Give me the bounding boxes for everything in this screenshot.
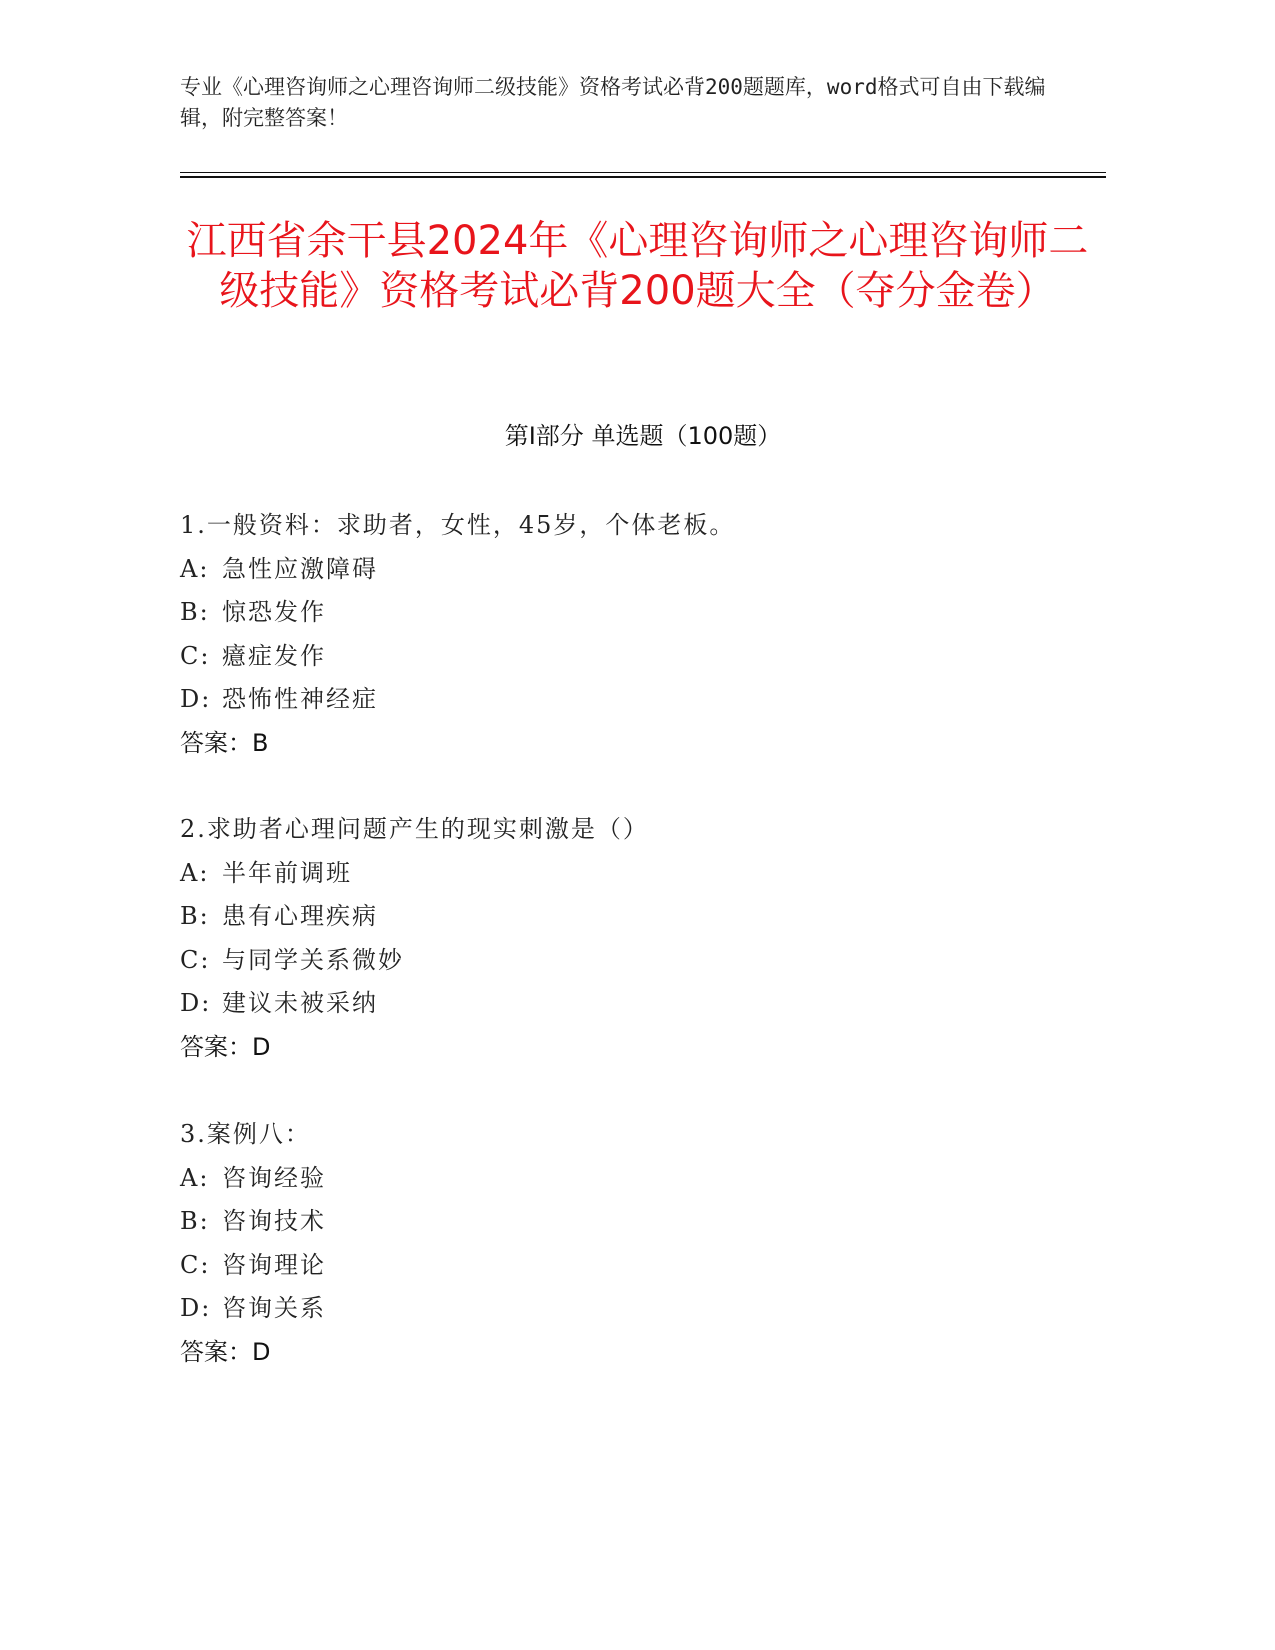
option-b	[180, 1200, 1080, 1244]
header-divider-thick	[180, 176, 1106, 178]
option-a	[180, 548, 1080, 592]
question-1	[180, 504, 1080, 765]
option-text: 惊恐发作	[222, 598, 326, 626]
question-3	[180, 1113, 1080, 1374]
option-text: 半年前调班	[222, 858, 352, 887]
option-a	[180, 852, 1080, 896]
option-text: 急性应激障碍	[222, 554, 378, 583]
question-stem: 3.案例八：	[180, 1120, 311, 1148]
option-text: 癔症发作	[222, 641, 326, 670]
section-title: 第I部分 单选题（100题）	[504, 422, 782, 450]
option-label: D:	[180, 1294, 212, 1322]
option-b	[180, 895, 1080, 939]
option-text: 咨询理论	[222, 1250, 326, 1279]
option-label: B:	[180, 1207, 210, 1235]
option-label: B:	[180, 598, 210, 626]
option-b	[180, 591, 1080, 635]
option-c	[180, 1244, 1080, 1288]
option-a	[180, 1157, 1080, 1201]
option-label: C:	[180, 641, 211, 670]
option-text: 与同学关系微妙	[222, 945, 404, 974]
option-d	[180, 982, 1080, 1026]
option-label: A:	[180, 1163, 210, 1192]
option-label: A:	[180, 554, 210, 583]
question-2	[180, 808, 1080, 1069]
option-label: D:	[180, 685, 212, 713]
option-d	[180, 678, 1080, 722]
option-text: 建议未被采纳	[222, 989, 378, 1017]
document-title: 江西省余干县2024年《心理咨询师之心理咨询师二级技能》资格考试必背200题大全（夺分金卷）	[186, 218, 1089, 314]
option-label: B:	[180, 902, 210, 930]
option-text: 咨询技术	[222, 1207, 326, 1235]
option-d	[180, 1287, 1080, 1331]
option-label: A:	[180, 858, 210, 887]
question-stem: 2.求助者心理问题产生的现实刺激是（）	[180, 815, 649, 843]
header-note: 专业《心理咨询师之心理咨询师二级技能》资格考试必背200题题库，word格式可自由下载编辑，附完整答案！	[180, 75, 1046, 130]
answer: 答案：D	[180, 1337, 271, 1366]
option-text: 恐怖性神经症	[222, 685, 378, 713]
question-stem: 1.一般资料：求助者，女性，45岁，个体老板。	[180, 511, 736, 539]
option-label: C:	[180, 1250, 211, 1279]
answer: 答案：D	[180, 1032, 271, 1061]
answer: 答案：B	[180, 728, 269, 757]
option-text: 咨询经验	[222, 1163, 326, 1192]
option-text: 咨询关系	[222, 1294, 326, 1322]
option-label: D:	[180, 989, 212, 1017]
option-label: C:	[180, 945, 211, 974]
option-text: 患有心理疾病	[222, 902, 378, 930]
option-c	[180, 939, 1080, 983]
header-divider-thin	[180, 172, 1106, 173]
option-c	[180, 635, 1080, 679]
